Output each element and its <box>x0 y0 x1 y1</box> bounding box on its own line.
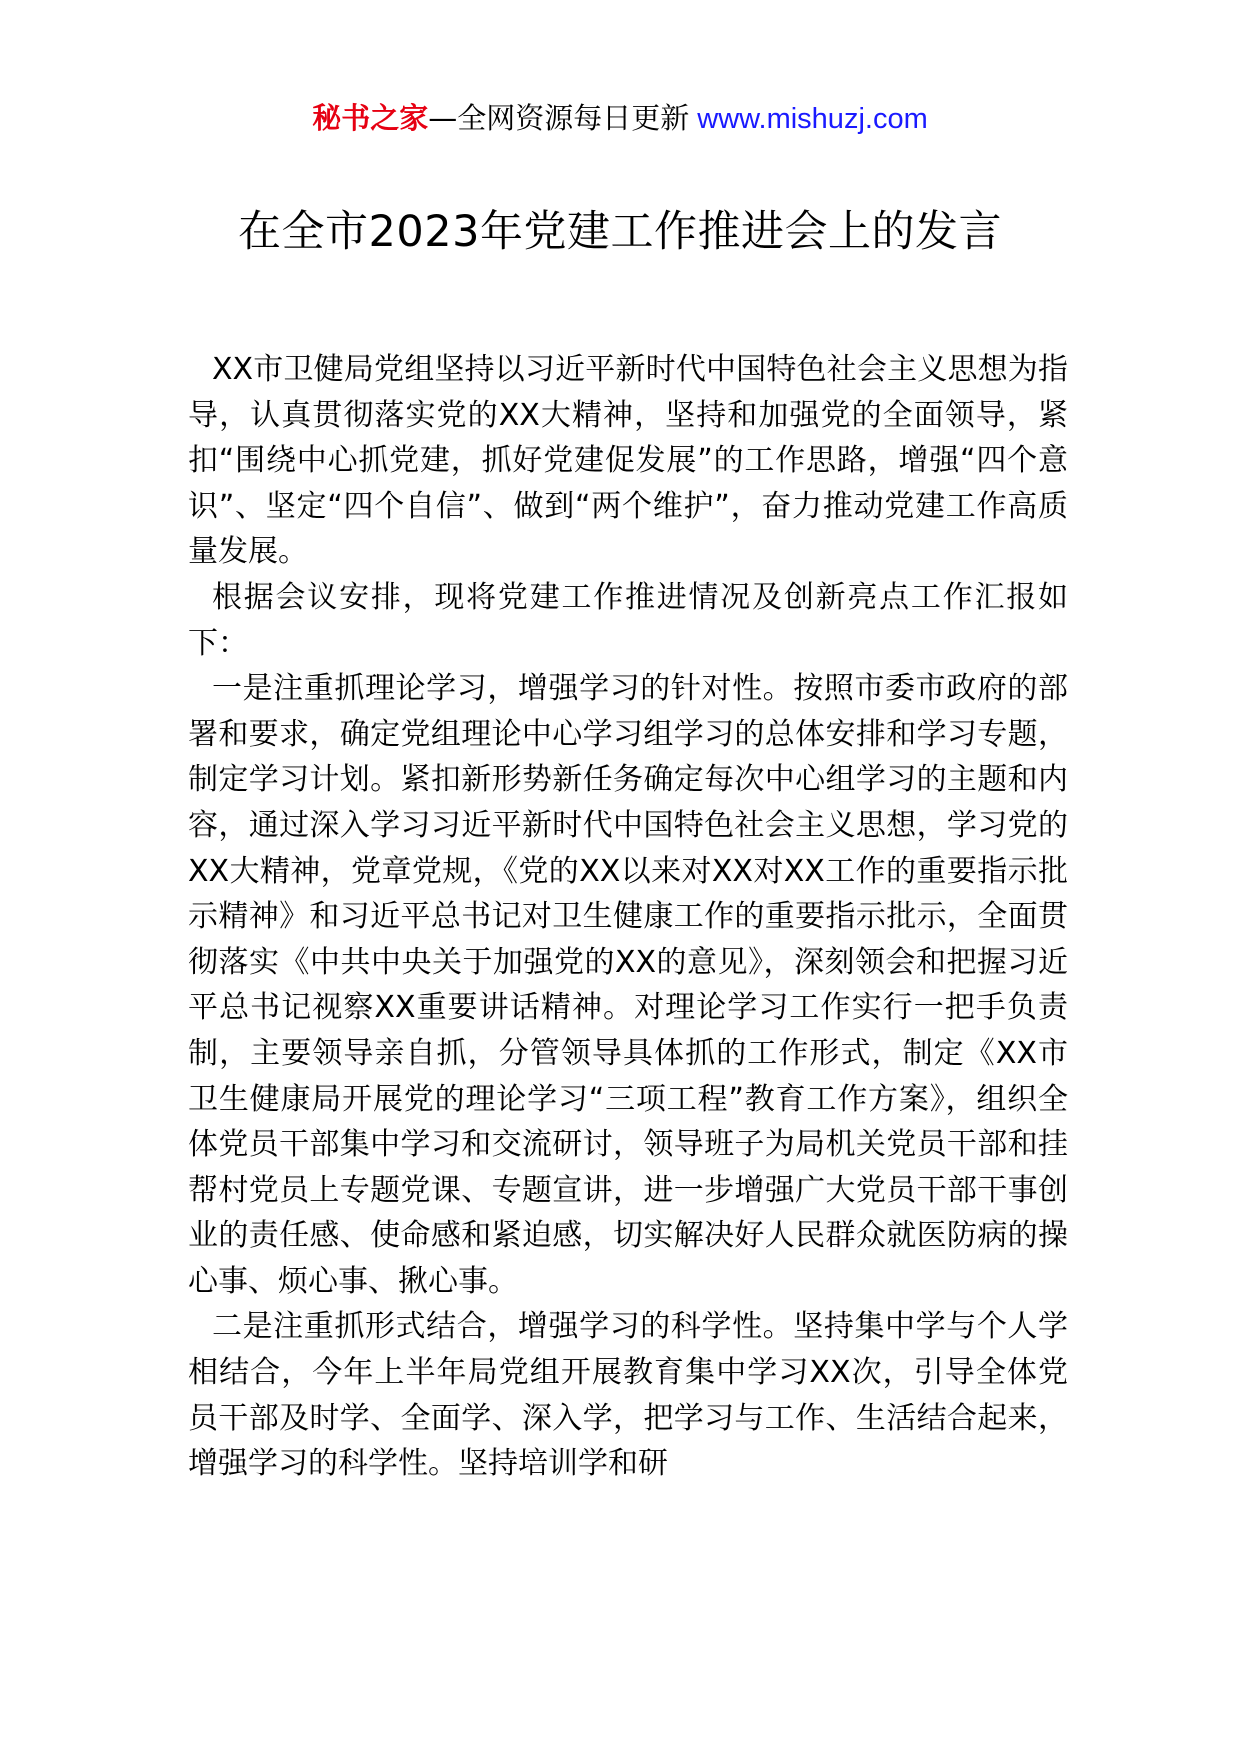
paragraph-point-two: 二是注重抓形式结合，增强学习的科学性。坚持集中学与个人学相结合，今年上半年局党组开展教育集中学习XX次，引导全体党员干部及时学、全面学、深入学，把学习与工作、生活结合起来，增强学习的科学性。坚持培训学和研 <box>188 1309 1068 1482</box>
site-header <box>0 98 1240 139</box>
document-body <box>188 347 1068 1487</box>
paragraph-point-one: 一是注重抓理论学习，增强学习的针对性。按照市委市政府的部署和要求，确定党组理论中心学习组学习的总体安排和学习专题，制定学习计划。紧扣新形势新任务确定每次中心组学习的主题和内容，通过深入学习习近平新时代中国特色社会主义思想，学习党的XX大精神，党章党规，《党的XX以来对XX对XX工作的重要指示批示精神》和习近平总书记对卫生健康工作的重要指示批示，全面贯彻落实《中共中央关于加强党的XX的意见》，深刻领会和把握习近平总书记视察XX重要讲话精神。对理论学习工作实行一把手负责制，主要领导亲自抓，分管领导具体抓的工作形式，制定《XX市卫生健康局开展党的理论学习“三项工程”教育工作方案》，组织全体党员干部集中学习和交流研讨，领导班子为局机关党员干部和挂帮村党员上专题党课、专题宣讲，进一步增强广大党员干部干事创业的责任感、使命感和紧迫感，切实解决好人民群众就医防病的操心事、烦心事、揪心事。 <box>188 671 1068 1299</box>
document-title: 在全市2023年党建工作推进会上的发言 <box>238 207 1002 257</box>
paragraph-report-arrangement: 根据会议安排，现将党建工作推进情况及创新亮点工作汇报如下： <box>188 579 1068 661</box>
site-url-link[interactable]: www.mishuzj.com <box>697 103 928 135</box>
site-slogan: —全网资源每日更新 <box>428 101 690 135</box>
paragraph-intro: XX市卫健局党组坚持以习近平新时代中国特色社会主义思想为指导，认真贯彻落实党的XX大精神，坚持和加强党的全面领导，紧扣“围绕中心抓党建，抓好党建促发展”的工作思路，增强“四个意识”、坚定“四个自信”、做到“两个维护”，奋力推动党建工作高质量发展。 <box>188 352 1068 570</box>
brand-name: 秘书之家 <box>312 101 429 135</box>
